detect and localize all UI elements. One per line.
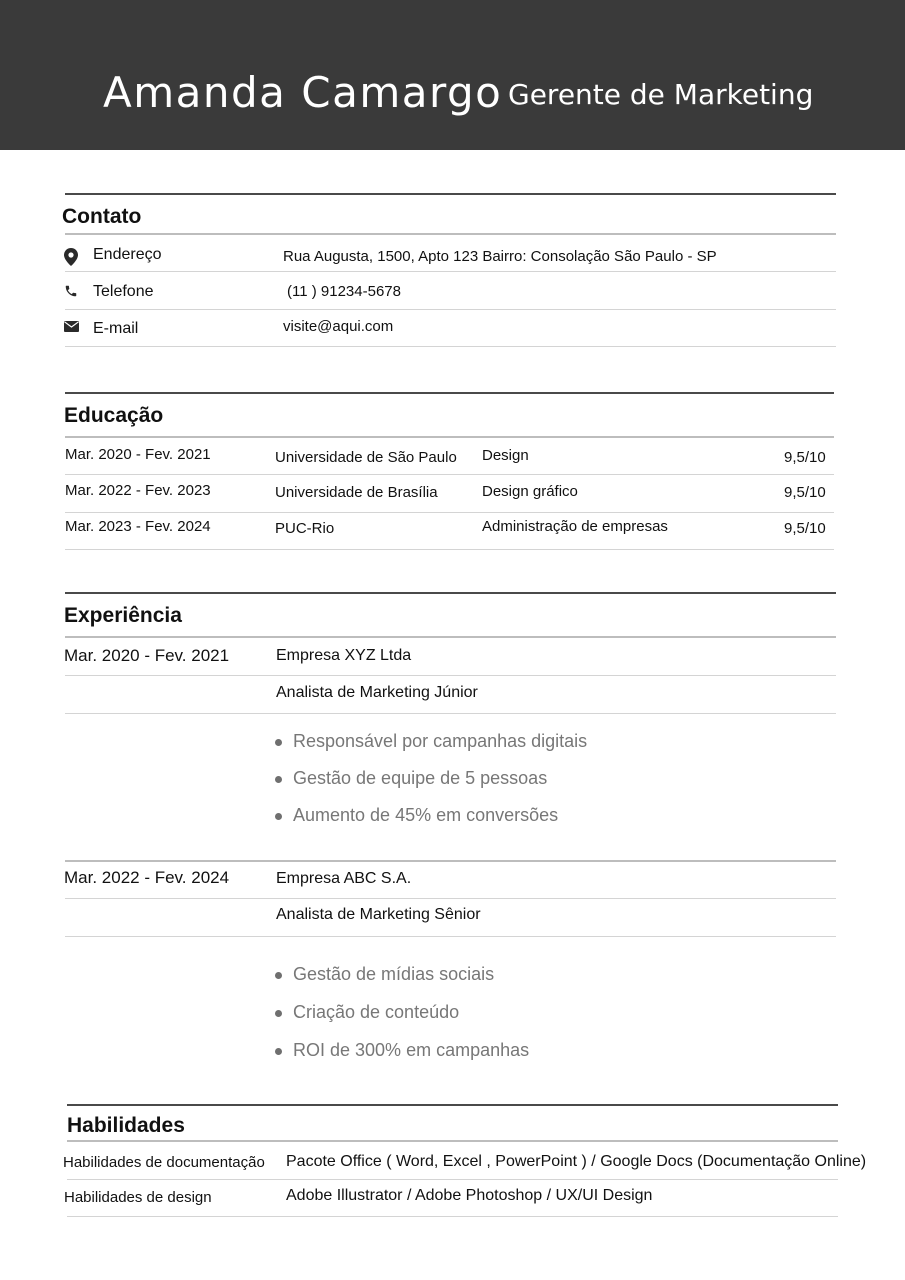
section-divider (65, 193, 836, 195)
contact-label-email: E-mail (93, 320, 139, 337)
row-divider (65, 474, 834, 475)
row-divider (67, 1216, 838, 1217)
section-divider (65, 592, 836, 594)
job-bullet: Responsável por campanhas digitais (293, 731, 588, 751)
education-course: Design gráfico (482, 483, 578, 500)
contact-label-address: Endereço (93, 246, 162, 263)
bullet-dot (275, 813, 282, 820)
phone-icon (64, 284, 78, 298)
row-divider (65, 549, 834, 550)
contact-value-phone: (11 ) 91234-5678 (287, 283, 401, 300)
bullet-dot (275, 1048, 282, 1055)
job-bullet: Aumento de 45% em conversões (293, 805, 559, 825)
education-course: Administração de empresas (482, 518, 668, 535)
location-pin-icon (64, 248, 78, 266)
row-divider (65, 309, 836, 310)
contact-label-phone: Telefone (93, 283, 154, 300)
job-bullet: Gestão de equipe de 5 pessoas (293, 768, 548, 788)
education-course: Design (482, 447, 529, 464)
education-institution: PUC-Rio (275, 520, 335, 537)
row-divider (65, 346, 836, 347)
skill-value: Pacote Office ( Word, Excel , PowerPoint ) / Google Docs (Documentação Online) (286, 1153, 867, 1170)
section-divider (65, 392, 834, 394)
row-divider (65, 675, 836, 676)
job-period: Mar. 2020 - Fev. 2021 (64, 646, 230, 665)
education-grade: 9,5/10 (784, 484, 826, 501)
skill-label: Habilidades de documentação (63, 1154, 265, 1171)
contact-value-address: Rua Augusta, 1500, Apto 123 Bairro: Consolação São Paulo - SP (283, 248, 717, 265)
bullet-dot (275, 776, 282, 783)
header-banner (0, 0, 905, 150)
job-position: Analista de Marketing Júnior (276, 684, 478, 701)
row-divider (65, 512, 834, 513)
education-period: Mar. 2020 - Fev. 2021 (65, 446, 211, 463)
candidate-role: Gerente de Marketing (508, 78, 814, 111)
education-institution: Universidade de São Paulo (275, 449, 457, 466)
job-bullet: ROI de 300% em campanhas (293, 1040, 530, 1060)
education-institution: Universidade de Brasília (275, 484, 438, 501)
section-divider (67, 1104, 838, 1106)
job-company: Empresa XYZ Ltda (276, 647, 412, 664)
candidate-name: Amanda Camargo (103, 68, 503, 117)
bullet-dot (275, 972, 282, 979)
section-title-skills: Habilidades (67, 1114, 185, 1137)
job-divider (65, 860, 836, 862)
section-title-underline (65, 436, 834, 438)
job-period: Mar. 2022 - Fev. 2024 (64, 868, 230, 887)
row-divider (65, 271, 836, 272)
section-title-experience: Experiência (64, 604, 182, 627)
row-divider (65, 713, 836, 714)
skill-label: Habilidades de design (64, 1189, 212, 1206)
job-position: Analista de Marketing Sênior (276, 906, 481, 923)
job-bullet: Criação de conteúdo (293, 1002, 460, 1022)
skill-value: Adobe Illustrator / Adobe Photoshop / UX/UI Design (286, 1187, 653, 1204)
section-title-education: Educação (64, 404, 164, 427)
row-divider (67, 1179, 838, 1180)
bullet-dot (275, 739, 282, 746)
row-divider (65, 898, 836, 899)
section-title-contact: Contato (62, 205, 142, 228)
education-period: Mar. 2022 - Fev. 2023 (65, 482, 211, 499)
job-bullet: Gestão de mídias sociais (293, 964, 495, 984)
envelope-icon (64, 321, 79, 332)
education-period: Mar. 2023 - Fev. 2024 (65, 518, 211, 535)
row-divider (65, 936, 836, 937)
section-title-underline (65, 636, 836, 638)
section-title-underline (67, 1140, 838, 1142)
bullet-dot (275, 1010, 282, 1017)
contact-value-email[interactable]: visite@aqui.com (283, 318, 394, 335)
section-title-underline (65, 233, 836, 235)
education-grade: 9,5/10 (784, 520, 826, 537)
education-grade: 9,5/10 (784, 449, 826, 466)
job-company: Empresa ABC S.A. (276, 870, 412, 887)
